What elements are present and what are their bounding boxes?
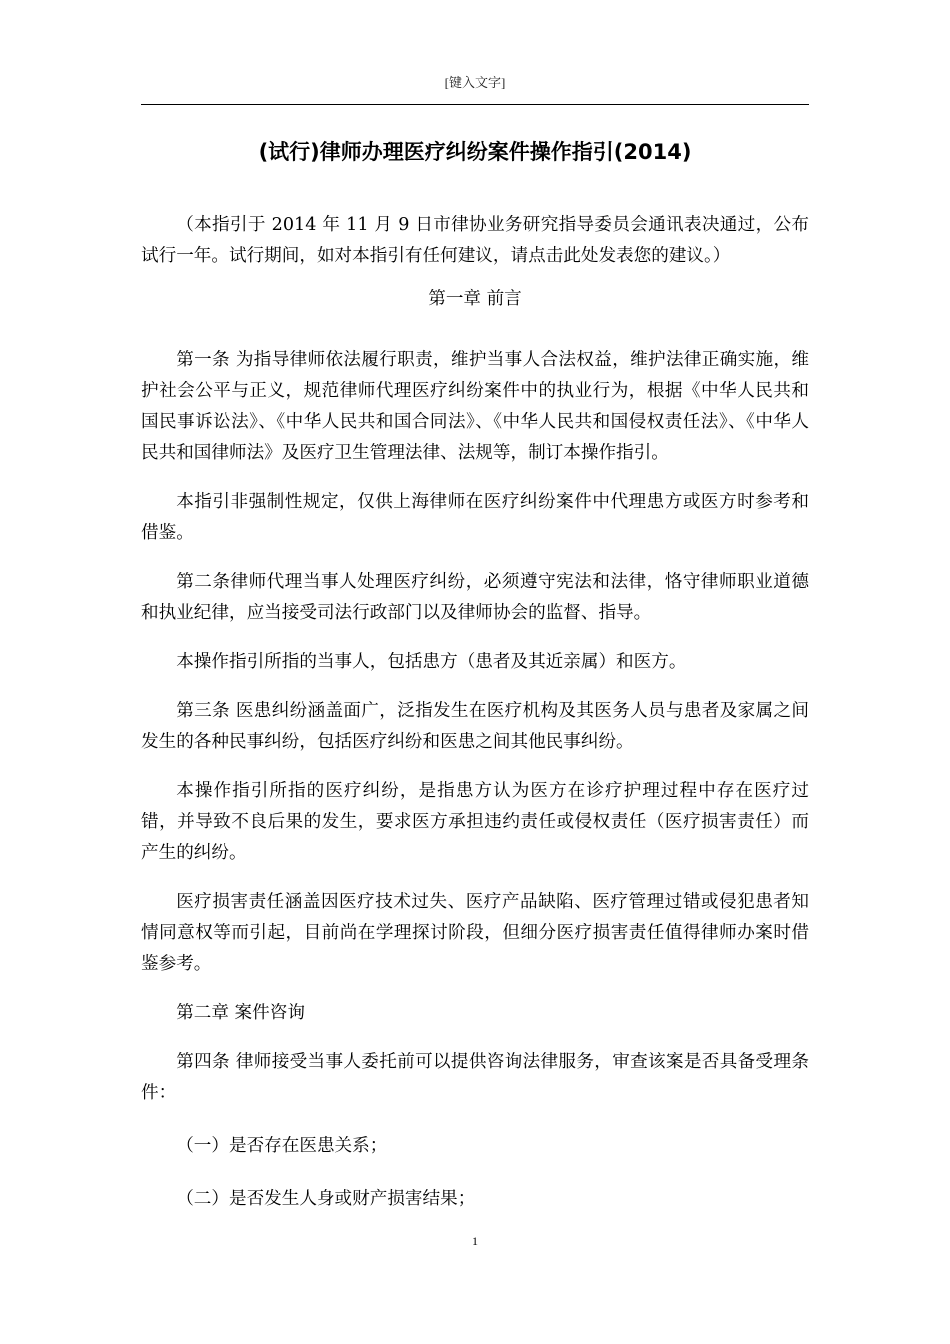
- preface-note: （本指引于 2014 年 11 月 9 日市律协业务研究指导委员会通讯表决通过，公布试行一年。试行期间，如对本指引有任何建议，请点击此处发表您的建议。）: [141, 215, 809, 266]
- paragraph-article-1: 第一条 为指导律师依法履行职责，维护当事人合法权益，维护法律正确实施，维护社会公平与正义，规范律师代理医疗纠纷案件中的执业行为，根据《中华人民共和国民事诉讼法》、《中华人民共和国合同法》、《中华人民共和国侵权责任法》、《中华人民共和国律师法》及医疗卫生管理法律、法规等，制订本操作指引。: [141, 350, 809, 463]
- paragraph: 本操作指引所指的当事人，包括患方（患者及其近亲属）和医方。: [176, 652, 687, 672]
- paragraph-article-4: 第四条 律师接受当事人委托前可以提供咨询法律服务，审查该案是否具备受理条件：: [141, 1052, 809, 1103]
- header-divider: [141, 104, 809, 105]
- paragraph: 医疗损害责任涵盖因医疗技术过失、医疗产品缺陷、医疗管理过错或侵犯患者知情同意权等而引起，目前尚在学理探讨阶段，但细分医疗损害责任值得律师办案时借鉴参考。: [141, 892, 809, 974]
- paragraph-article-3: 第三条 医患纠纷涵盖面广，泛指发生在医疗机构及其医务人员与患者及家属之间发生的各种民事纠纷，包括医疗纠纷和医患之间其他民事纠纷。: [141, 701, 809, 752]
- list-item: （一）是否存在医患关系；: [176, 1136, 388, 1156]
- page-number: 1: [472, 1234, 478, 1248]
- paragraph: 本指引非强制性规定，仅供上海律师在医疗纠纷案件中代理患方或医方时参考和借鉴。: [141, 492, 809, 543]
- page-header: [键入文字]: [444, 75, 506, 90]
- paragraph: 本操作指引所指的医疗纠纷，是指患方认为医方在诊疗护理过程中存在医疗过错，并导致不良后果的发生，要求医方承担违约责任或侵权责任（医疗损害责任）而产生的纠纷。: [141, 781, 809, 863]
- chapter-heading-2: 第二章 案件咨询: [176, 1003, 305, 1023]
- document-body: [141, 210, 809, 1215]
- paragraph-article-2: 第二条律师代理当事人处理医疗纠纷，必须遵守宪法和法律，恪守律师职业道德和执业纪律，应当接受司法行政部门以及律师协会的监督、指导。: [141, 572, 809, 623]
- list-item: （二）是否发生人身或财产损害结果；: [176, 1189, 476, 1209]
- document-title: (试行)律师办理医疗纠纷案件操作指引(2014): [258, 140, 692, 164]
- chapter-heading-1: 第一章 前言: [428, 289, 522, 309]
